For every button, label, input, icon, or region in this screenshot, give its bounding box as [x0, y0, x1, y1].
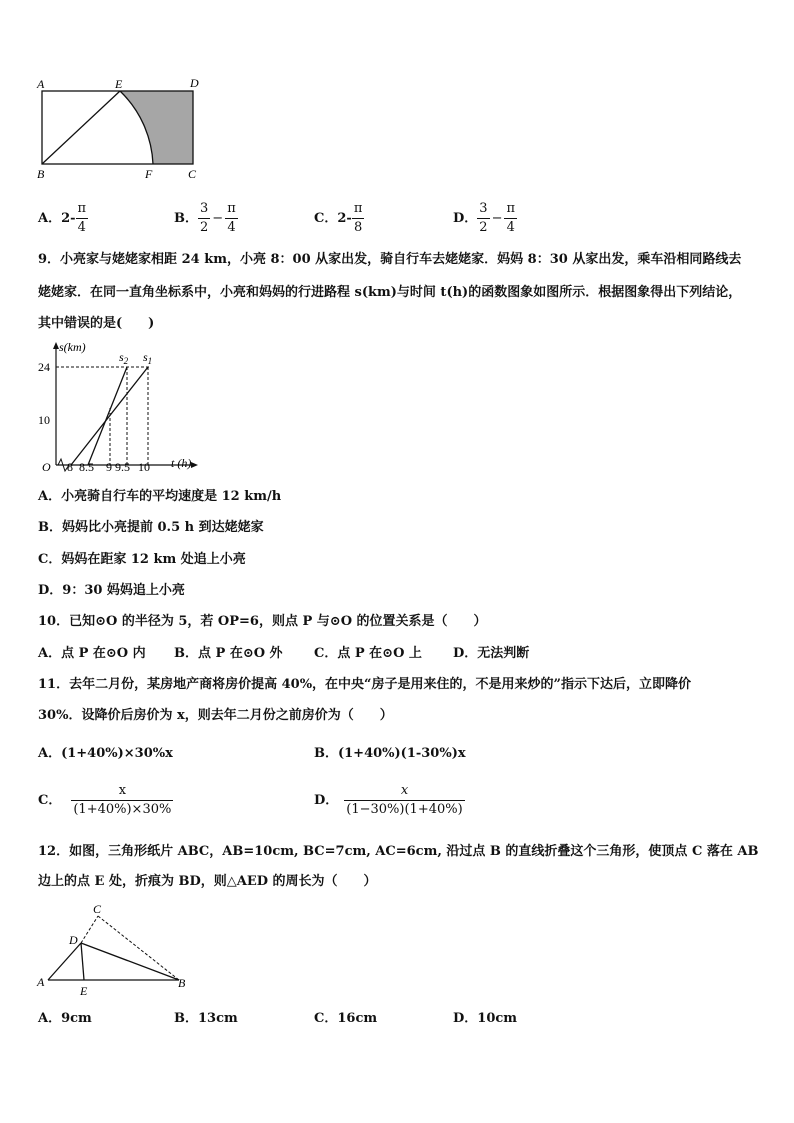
q12-option-a[interactable]: A．9cm: [38, 1011, 92, 1026]
q12-option-d[interactable]: D．10cm: [453, 1011, 518, 1026]
denominator: 4: [76, 218, 89, 237]
xtick-10: 10: [138, 460, 150, 474]
numerator: 3: [479, 201, 488, 216]
ytick-10: 10: [38, 413, 50, 427]
q11-text-line2: 30%．设降价后房价为 x，则去年二月份之前房价为（ ）: [38, 708, 393, 723]
q8-option-d[interactable]: [453, 200, 517, 237]
xtick-8: 8: [67, 460, 73, 474]
q8-label-d: D: [190, 76, 199, 90]
option-whole: 2-: [61, 211, 76, 226]
option-letter: C．: [314, 211, 338, 226]
minus-sign: −: [491, 211, 503, 226]
ytick-24: 24: [38, 360, 50, 374]
numerator: π: [506, 201, 516, 216]
q9-text-line3: 其中错误的是( ): [38, 316, 155, 331]
fraction: [344, 782, 464, 819]
label-d: D: [69, 933, 78, 947]
numerator: π: [353, 201, 363, 216]
minus-sign: −: [212, 211, 224, 226]
q11-option-a[interactable]: A．(1+40%)×30%x: [38, 746, 173, 761]
q9-text-line2: 姥姥家．在同一直角坐标系中，小亮和妈妈的行进路程 s(km)与时间 t(h)的函数图象如图所示．根据图象得出下列结论，: [38, 285, 742, 300]
xtick-95: 9.5: [115, 460, 130, 474]
denominator: 2: [200, 220, 209, 235]
origin-label: O: [42, 460, 51, 474]
denominator: 4: [504, 218, 517, 237]
q8-option-b[interactable]: [174, 200, 238, 237]
q9-option-d[interactable]: D．9：30 妈妈追上小亮: [38, 583, 185, 598]
numerator: x: [400, 783, 409, 798]
fraction: [225, 200, 238, 237]
q9-text-line1: 9．小亮家与姥姥家相距 24 km，小亮 8：00 从家出发，骑自行车去姥姥家．妈妈 8：30 从家出发，乘车沿相同路线去: [38, 252, 742, 267]
fraction: [477, 200, 489, 237]
q9-option-a[interactable]: A．小亮骑自行车的平均速度是 12 km/h: [38, 489, 282, 504]
q8-label-b: B: [37, 167, 45, 181]
denominator: 4: [225, 218, 238, 237]
q9-graph: [34, 340, 214, 475]
q10-option-c[interactable]: C．点 P 在⊙O 上: [314, 646, 422, 661]
q11-option-c[interactable]: [38, 782, 173, 819]
xlabel: t (h): [171, 456, 192, 470]
numerator: x: [118, 783, 127, 798]
xtick-9: 9: [106, 460, 112, 474]
fold-bd: [81, 943, 179, 980]
option-letter: D．: [314, 793, 339, 808]
option-letter: D．: [453, 211, 478, 226]
q9-option-c[interactable]: C．妈妈在距家 12 km 处追上小亮: [38, 552, 246, 567]
q9-option-b[interactable]: B．妈妈比小亮提前 0.5 h 到达姥姥家: [38, 520, 264, 535]
q10-text: 10．已知⊙O 的半径为 5，若 OP=6，则点 P 与⊙O 的位置关系是（ ）: [38, 614, 487, 629]
denominator: (1+40%)×30%: [73, 802, 172, 817]
q8-label-e: E: [115, 77, 123, 91]
x-axis-arrow: [191, 462, 198, 468]
fraction: [198, 200, 210, 237]
segment-de: [81, 943, 84, 980]
denominator: (1−30%)(1+40%): [346, 802, 463, 817]
q12-option-b[interactable]: B．13cm: [174, 1011, 238, 1026]
label-e: E: [80, 984, 88, 998]
q12-text-line1: 12．如图，三角形纸片 ABC，AB=10cm, BC=7cm, AC=6cm, 沿过点 B 的直线折叠这个三角形，使顶点 C 落在 AB: [38, 844, 759, 859]
xtick-85: 8.5: [79, 460, 94, 474]
numerator: 3: [200, 201, 209, 216]
q8-shaded-region: [120, 91, 193, 164]
line-s2: [88, 367, 127, 465]
option-letter: A．: [38, 211, 62, 226]
s1-label: $s_1$: [143, 350, 153, 366]
option-letter: B．: [174, 211, 198, 226]
dashed-dc: [81, 916, 98, 943]
fraction: [71, 782, 173, 819]
label-b: B: [178, 976, 186, 990]
q11-text-line1: 11．去年二月份，某房地产商将房价提高 40%，在中央“房子是用来住的，不是用来炒的”指示下达后，立即降价: [38, 677, 692, 692]
q12-option-c[interactable]: C．16cm: [314, 1011, 378, 1026]
fraction: [352, 200, 365, 237]
numerator: π: [227, 201, 236, 216]
q8-option-a[interactable]: [38, 200, 88, 237]
q12-figure: [34, 900, 194, 1000]
q11-option-d[interactable]: [314, 782, 465, 819]
denominator: 8: [352, 218, 365, 237]
q8-label-c: C: [188, 167, 197, 181]
numerator: π: [77, 201, 87, 216]
q12-text-line2: 边上的点 E 处，折痕为 BD，则△AED 的周长为（ ）: [38, 874, 377, 889]
q8-label-a: A: [37, 77, 45, 91]
fraction: [76, 200, 89, 237]
denominator: 2: [479, 220, 488, 235]
fraction: [504, 200, 517, 237]
q10-option-b[interactable]: B．点 P 在⊙O 外: [174, 646, 283, 661]
q8-option-c[interactable]: [314, 200, 364, 237]
ylabel: s(km): [59, 340, 86, 354]
q8-figure: [34, 74, 214, 186]
s2-label: $s_2$: [119, 350, 129, 366]
q8-segment-be: [42, 91, 120, 164]
q10-option-d[interactable]: D．无法判断: [453, 646, 530, 661]
option-whole: 2-: [337, 211, 352, 226]
label-c: C: [93, 902, 102, 916]
dashed-cb: [98, 916, 179, 980]
q11-option-b[interactable]: B．(1+40%)(1-30%)x: [314, 746, 466, 761]
q10-option-a[interactable]: A．点 P 在⊙O 内: [38, 646, 146, 661]
side-ad: [48, 943, 81, 980]
q8-label-f: F: [145, 167, 153, 181]
label-a: A: [37, 975, 45, 989]
option-letter: C．: [38, 793, 62, 808]
